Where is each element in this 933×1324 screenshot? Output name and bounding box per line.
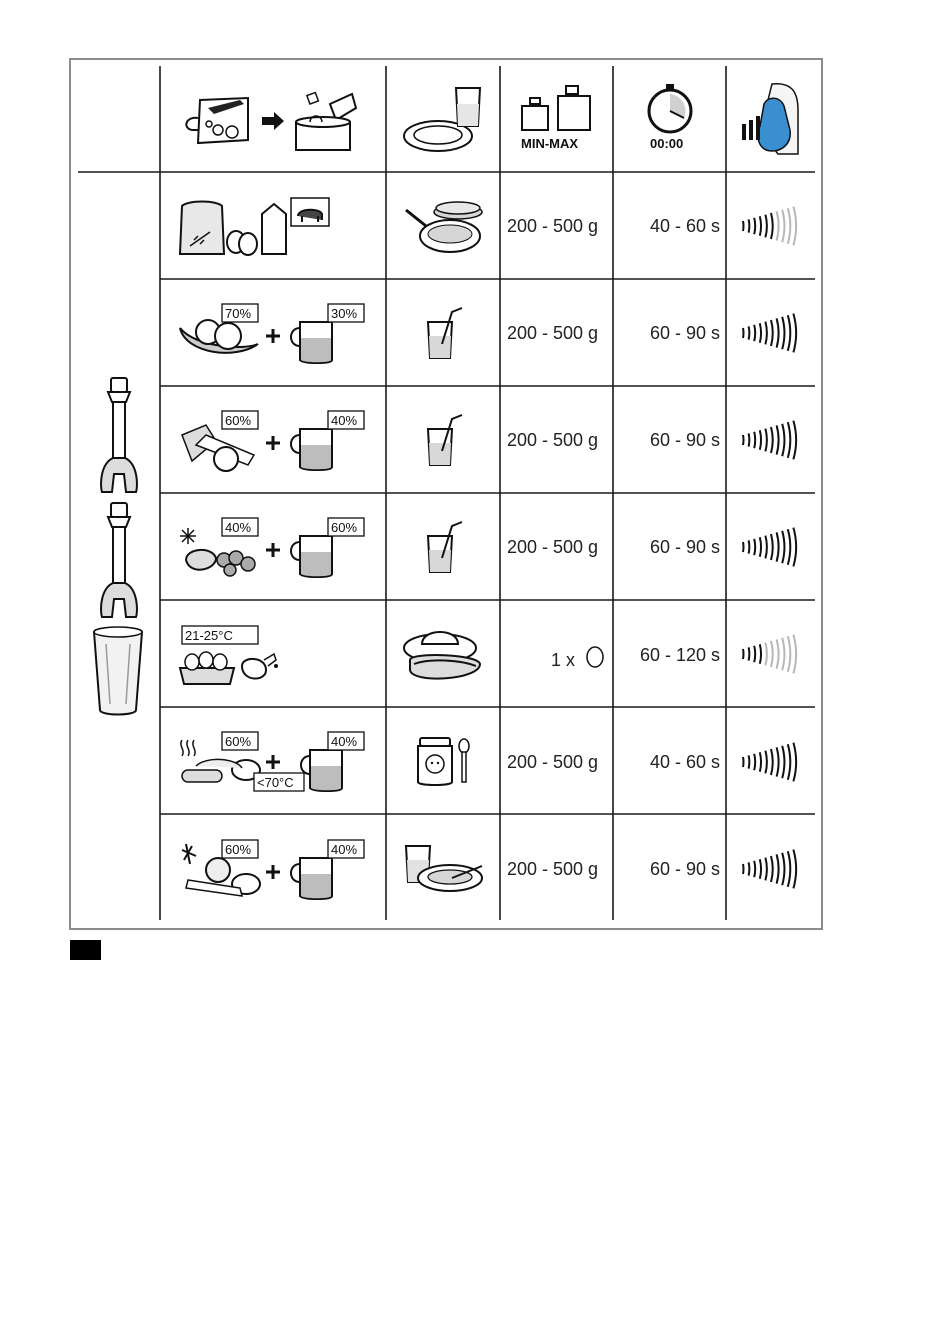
speed-bar <box>782 638 784 670</box>
temperature-badge: 21-25°C <box>185 628 233 643</box>
temperature-badge: <70°C <box>257 775 294 790</box>
speed-bar <box>765 322 767 345</box>
percentage-badge: 40% <box>331 734 358 749</box>
time-value: 60 - 120 s <box>639 645 720 665</box>
speed-bar <box>754 646 755 662</box>
time-value: 60 - 90 s <box>649 537 720 557</box>
arrow-right-icon <box>262 112 286 130</box>
speed-bar <box>777 425 779 454</box>
speed-bar <box>760 859 761 879</box>
speed-bar <box>765 215 767 238</box>
speed-bar <box>788 851 791 887</box>
quantity-value: 1 x <box>551 650 576 670</box>
speed-bar <box>760 430 761 450</box>
smoothie-glass-icon <box>424 518 466 576</box>
blender-foot-icon <box>98 503 140 621</box>
speed-bar <box>749 862 750 875</box>
speed-bar <box>765 858 767 881</box>
pancakes-pan-icon <box>402 196 484 258</box>
speed-bar <box>777 747 779 776</box>
time-value: 60 - 90 s <box>649 430 720 450</box>
speed-bar <box>754 218 755 234</box>
quantity-value: 200 - 500 g <box>507 537 599 557</box>
speed-bar <box>782 317 784 349</box>
speed-bar <box>793 207 796 246</box>
cooked-vegetables-plus-liquid-icon <box>176 726 372 796</box>
speed-bar <box>771 213 773 239</box>
speed-level-indicator <box>740 418 802 462</box>
speed-bar <box>743 328 744 338</box>
quantity-value: 200 - 500 g <box>507 430 599 450</box>
time-value: 60 - 90 s <box>649 323 720 343</box>
speed-bar <box>749 326 750 339</box>
speed-bar <box>743 649 744 659</box>
quantity-value: 200 - 500 g <box>507 752 599 772</box>
speed-level-indicator <box>740 311 802 355</box>
speed-bar <box>754 432 755 448</box>
speed-bar <box>782 424 784 456</box>
quantity-value: 200 - 500 g <box>507 859 599 879</box>
speed-level-indicator <box>740 740 802 784</box>
speed-bar <box>765 751 767 774</box>
speed-bar <box>760 323 761 343</box>
speed-bar <box>743 542 744 552</box>
cutting-board-icon <box>178 88 258 148</box>
baby-food-jar-icon <box>414 734 474 790</box>
speed-bar <box>782 853 784 885</box>
egg-icon <box>585 645 605 669</box>
speed-bar <box>765 429 767 452</box>
speed-bar <box>782 210 784 242</box>
percentage-badge: 60% <box>225 734 252 749</box>
speed-bar <box>754 539 755 555</box>
percentage-badge: 40% <box>331 413 358 428</box>
speed-bar <box>793 528 796 567</box>
speed-bar <box>743 757 744 767</box>
speed-bar <box>743 221 744 231</box>
time-value: 40 - 60 s <box>649 216 720 236</box>
speed-level-indicator <box>740 847 802 891</box>
speed-level-indicator <box>740 204 802 248</box>
mayonnaise-hotdog-icon <box>400 624 484 686</box>
percentage-badge: 70% <box>225 306 252 321</box>
quantity-value: 200 - 500 g <box>507 323 599 343</box>
speed-bar <box>771 749 773 775</box>
speed-button-hand-icon <box>738 80 804 156</box>
speed-bar <box>754 325 755 341</box>
pancake-ingredients-icon <box>176 192 336 260</box>
timer-label: 00:00 <box>650 136 684 151</box>
vegetables-plus-liquid-icon <box>176 405 372 475</box>
soup-plate-icon <box>402 840 486 896</box>
speed-bar <box>793 314 796 353</box>
speed-bar <box>777 639 779 668</box>
percentage-badge: 40% <box>331 842 358 857</box>
percentage-badge: 40% <box>225 520 252 535</box>
speed-bar <box>788 422 791 458</box>
speed-bar <box>749 755 750 768</box>
speed-bar <box>771 641 773 667</box>
smoothie-glass-icon <box>424 411 466 469</box>
speed-bar <box>771 534 773 560</box>
speed-bar <box>777 318 779 347</box>
speed-bar <box>749 540 750 553</box>
speed-bar <box>777 854 779 883</box>
speed-bar <box>754 861 755 877</box>
percentage-badge: 60% <box>225 842 252 857</box>
smoothie-glass-icon <box>424 304 466 362</box>
time-value: 40 - 60 s <box>649 752 720 772</box>
percentage-badge: 60% <box>331 520 358 535</box>
speed-level-indicator <box>740 632 802 676</box>
speed-bar <box>793 421 796 460</box>
speed-bar <box>793 743 796 782</box>
time-value: 60 - 90 s <box>649 859 720 879</box>
speed-bar <box>788 315 791 351</box>
speed-bar <box>760 216 761 236</box>
fruit-plus-liquid-icon <box>176 298 372 368</box>
speed-bar <box>749 647 750 660</box>
speed-bar <box>765 536 767 559</box>
speed-bar <box>788 636 791 672</box>
weight-min-max-label: MIN-MAX <box>521 136 579 151</box>
weights-icon <box>518 84 598 154</box>
quantity-value: 200 - 500 g <box>507 216 599 236</box>
measuring-beaker-icon <box>90 626 146 718</box>
speed-bar <box>788 529 791 565</box>
percentage-badge: 60% <box>225 413 252 428</box>
speed-bar <box>765 643 767 666</box>
speed-bar <box>749 433 750 446</box>
speed-bar <box>760 644 761 664</box>
speed-bar <box>788 208 791 244</box>
language-marker <box>70 940 101 960</box>
plate-and-glass-icon <box>402 86 482 154</box>
speed-bar <box>782 746 784 778</box>
speed-bar <box>749 219 750 232</box>
stopwatch-icon <box>640 84 700 154</box>
ingredients-into-jug-icon <box>290 86 358 152</box>
speed-bar <box>771 856 773 882</box>
speed-bar <box>788 744 791 780</box>
speed-bar <box>743 864 744 874</box>
blender-foot-icon <box>98 378 140 496</box>
speed-bar <box>771 427 773 453</box>
speed-bar <box>793 850 796 889</box>
speed-level-indicator <box>740 525 802 569</box>
speed-bar <box>754 754 755 770</box>
soup-vegetables-plus-liquid-icon <box>176 834 372 904</box>
speed-bar <box>743 435 744 445</box>
speed-bar <box>760 752 761 772</box>
speed-bar <box>771 320 773 346</box>
eggs-and-oil-icon <box>176 620 296 690</box>
percentage-badge: 30% <box>331 306 358 321</box>
speed-bar <box>760 537 761 557</box>
speed-bar <box>777 532 779 561</box>
speed-bar <box>777 211 779 240</box>
frozen-berries-plus-liquid-icon <box>176 512 372 582</box>
speed-bar <box>793 635 796 674</box>
speed-bar <box>782 531 784 563</box>
